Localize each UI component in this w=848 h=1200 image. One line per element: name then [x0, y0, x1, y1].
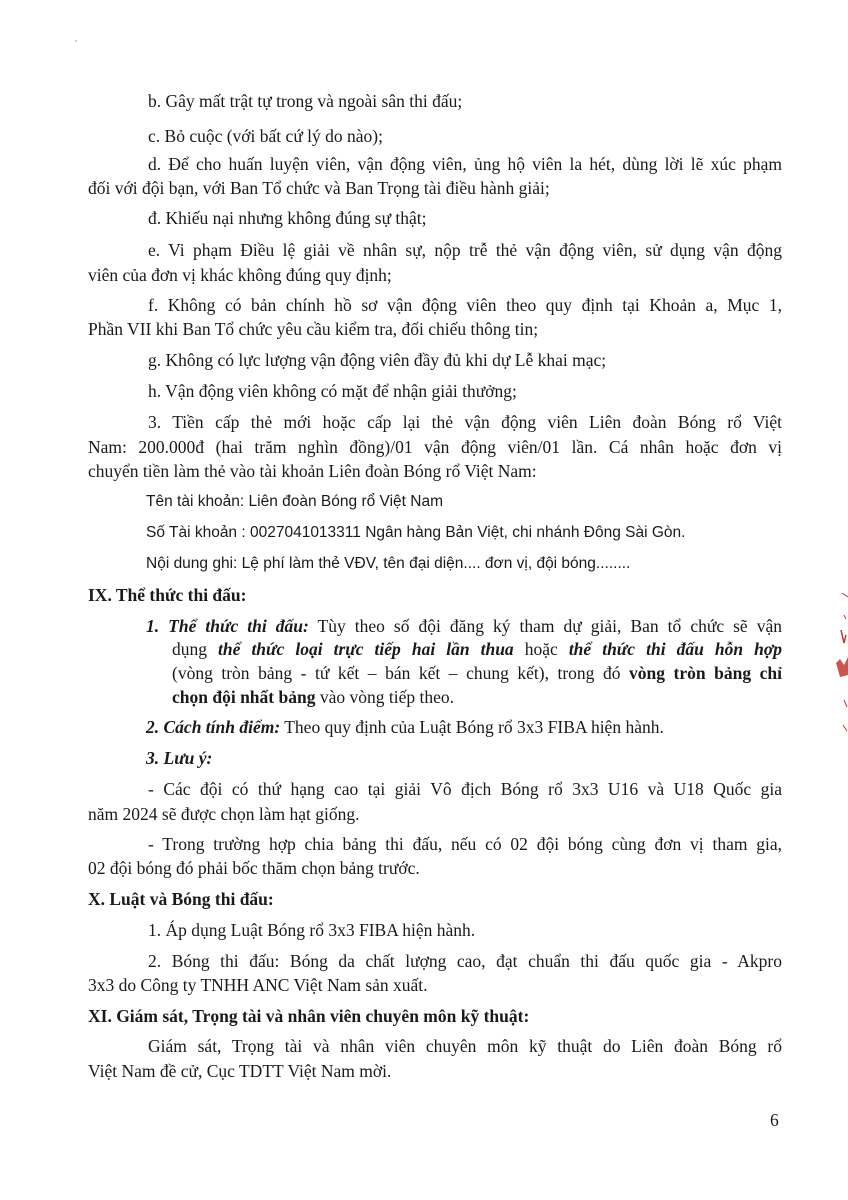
stamp-stroke: [844, 615, 846, 619]
section-x-heading: X. Luật và Bóng thi đấu:: [88, 889, 274, 909]
ix-item2-label: 2. Cách tính điểm:: [146, 717, 281, 737]
stamp-mark: [836, 657, 848, 677]
x-item2-line1: 2. Bóng thi đấu: Bóng da chất lượng cao, đạt chuẩn thi đấu quốc gia - Akpro: [148, 951, 782, 971]
item-e-line1: e. Vi phạm Điều lệ giải về nhân sự, nộp trễ thẻ vận động viên, sử dụng vận động: [148, 240, 782, 260]
xi-text-line2: Việt Nam đề cử, Cục TDTT Việt Nam mời.: [88, 1061, 392, 1081]
stamp-stroke: [841, 630, 846, 643]
ix-item1-text: Tùy theo số đội đăng ký tham dự giải, Ban tổ chức sẽ vận: [308, 616, 783, 636]
ix-item1-label: 1. Thể thức thi đấu:: [146, 616, 309, 636]
section-xi-heading: XI. Giám sát, Trọng tài và nhân viên chuyên môn kỹ thuật:: [88, 1006, 530, 1026]
ix-item1-l3-bold: vòng tròn bảng chỉ: [629, 663, 783, 683]
ix-format-knockout: thể thức loại trực tiếp hai lần thua: [218, 639, 514, 659]
ix-note1-line1: - Các đội có thứ hạng cao tại giải Vô địch Bóng rổ 3x3 U16 và U18 Quốc gia: [148, 779, 782, 799]
ix-item1-l4-post: vào vòng tiếp theo.: [315, 687, 454, 707]
ix-item1-l4-bold: chọn đội nhất bảng: [172, 687, 316, 707]
fee-line3: chuyển tiền làm thẻ vào tài khoản Liên đoàn Bóng rổ Việt Nam:: [88, 461, 537, 481]
item-d-line1: d. Để cho huấn luyện viên, vận động viên, ủng hộ viên la hét, dùng lời lẽ xúc phạm: [148, 154, 782, 174]
x-item1: 1. Áp dụng Luật Bóng rổ 3x3 FIBA hiện hành.: [148, 920, 476, 940]
ix-item1-line1: [146, 615, 782, 637]
ix-item1-line2: [172, 638, 782, 660]
account-name: Tên tài khoản: Liên đoàn Bóng rổ Việt Nam: [146, 493, 443, 510]
section-ix-heading: IX. Thể thức thi đấu:: [88, 585, 247, 605]
page-number: 6: [770, 1110, 779, 1130]
ix-item1-line3: [172, 662, 782, 684]
ix-item1-l2-mid: hoặc: [513, 639, 569, 659]
item-f-line2: Phần VII khi Ban Tổ chức yêu cầu kiểm tra, đối chiếu thông tin;: [88, 319, 539, 339]
item-dd: đ. Khiếu nại nhưng không đúng sự thật;: [148, 208, 427, 228]
ix-item2: [146, 716, 664, 738]
ix-item3-label: 3. Lưu ý:: [146, 748, 213, 768]
stamp-fragment: [826, 585, 848, 745]
item-b: b. Gây mất trật tự trong và ngoài sân thi đấu;: [148, 91, 463, 111]
ix-note2-line2: 02 đội bóng đó phải bốc thăm chọn bảng trước.: [88, 858, 420, 878]
stamp-stroke: [844, 700, 847, 707]
stamp-stroke: [842, 593, 848, 597]
payment-note: Nội dung ghi: Lệ phí làm thẻ VĐV, tên đại diện.... đơn vị, đội bóng........: [146, 555, 631, 572]
ix-item1-line4: [172, 686, 454, 708]
item-f-line1: f. Không có bản chính hồ sơ vận động viên theo quy định tại Khoản a, Mục 1,: [148, 295, 782, 315]
ix-item1-l3-pre: (vòng tròn bảng - tứ kết – bán kết – chung kết), trong đó: [172, 663, 630, 683]
item-e-line2: viên của đơn vị khác không đúng quy định;: [88, 265, 392, 285]
ix-note1-line2: năm 2024 sẽ được chọn làm hạt giống.: [88, 804, 360, 824]
fee-line2: Nam: 200.000đ (hai trăm nghìn đồng)/01 vận động viên/01 lần. Cá nhân hoặc đơn vị: [88, 437, 782, 457]
ix-note2-line1: - Trong trường hợp chia bảng thi đấu, nếu có 02 đội bóng cùng đơn vị tham gia,: [148, 834, 782, 854]
item-c: c. Bỏ cuộc (với bất cứ lý do nào);: [148, 126, 383, 146]
stamp-stroke: [843, 725, 847, 731]
account-number: Số Tài khoản : 0027041013311 Ngân hàng Bản Việt, chi nhánh Đông Sài Gòn.: [146, 524, 686, 541]
scan-speck: [75, 40, 77, 42]
ix-item2-text: Theo quy định của Luật Bóng rổ 3x3 FIBA hiện hành.: [280, 717, 664, 737]
item-g: g. Không có lực lượng vận động viên đầy đủ khi dự Lễ khai mạc;: [148, 350, 607, 370]
x-item2-line2: 3x3 do Công ty TNHH ANC Việt Nam sản xuất.: [88, 975, 428, 995]
xi-text-line1: Giám sát, Trọng tài và nhân viên chuyên môn kỹ thuật do Liên đoàn Bóng rổ: [148, 1036, 782, 1056]
ix-item1-l2-pre: dụng: [172, 639, 219, 659]
fee-line1: 3. Tiền cấp thẻ mới hoặc cấp lại thẻ vận động viên Liên đoàn Bóng rổ Việt: [148, 412, 782, 432]
ix-format-mixed: thể thức thi đấu hỗn hợp: [568, 639, 782, 659]
item-d-line2: đối với đội bạn, với Ban Tổ chức và Ban Trọng tài điều hành giải;: [88, 178, 550, 198]
item-h: h. Vận động viên không có mặt để nhận giải thưởng;: [148, 381, 517, 401]
